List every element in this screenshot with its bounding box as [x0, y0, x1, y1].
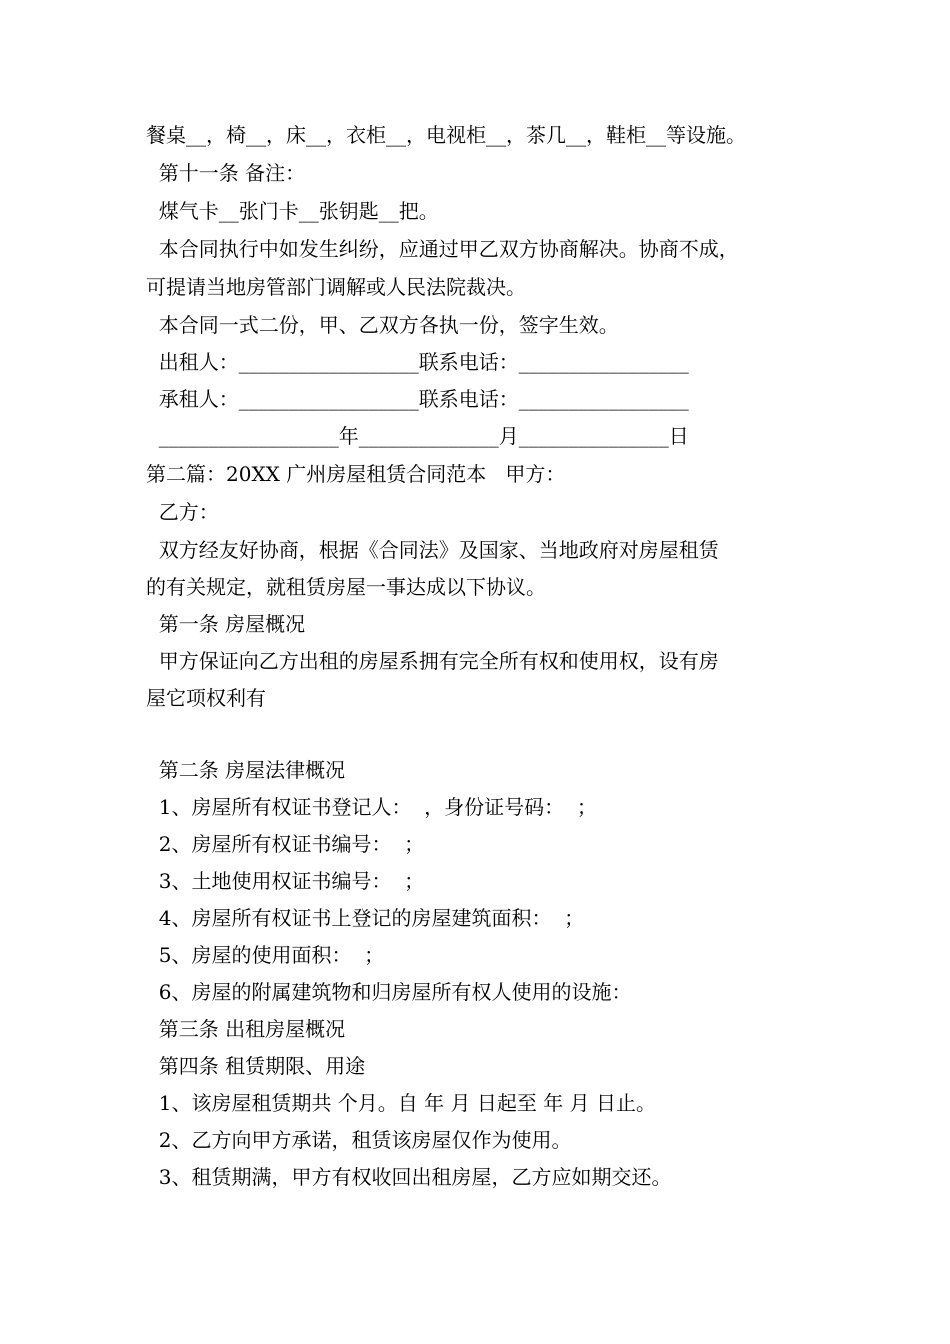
list-item-3: 3、土地使用权证书编号： ；: [146, 869, 425, 893]
heading-article-2: 第二条 房屋法律概况: [146, 758, 346, 782]
list-item-5: 5、房屋的使用面积： ；: [146, 943, 385, 967]
text-line-ownership: 甲方保证向乙方出租的房屋系拥有完全所有权和使用权，设有房: [146, 649, 719, 673]
text-line-lessee-signature: 承租人：__________________联系电话：_________________: [146, 387, 689, 411]
text-line-party-b: 乙方：: [146, 500, 219, 524]
text-line-keys: 煤气卡__张门卡__张钥匙__把。: [146, 199, 439, 223]
list-item-2: 2、房屋所有权证书编号： ；: [146, 832, 425, 856]
list-item-term: 1、该房屋租赁期共 个月。自 年 月 日起至 年 月 日止。: [146, 1091, 656, 1115]
text-line-lessor-signature: 出租人：__________________联系电话：_________________: [146, 350, 689, 374]
text-line-date: __________________年______________月_______________日: [146, 424, 689, 448]
list-item-4: 4、房屋所有权证书上登记的房屋建筑面积： ；: [146, 906, 585, 930]
list-item-return: 3、租赁期满，甲方有权收回出租房屋，乙方应如期交还。: [146, 1165, 672, 1189]
heading-article-1: 第一条 房屋概况: [146, 612, 306, 636]
text-line-article-11: 第十一条 备注：: [146, 161, 306, 185]
heading-article-4: 第四条 租赁期限、用途: [146, 1054, 366, 1078]
list-item-6: 6、房屋的附属建筑物和归房屋所有权人使用的设施：: [146, 980, 632, 1004]
text-line-dispute: 本合同执行中如发生纠纷，应通过甲乙双方协商解决。协商不成，: [146, 237, 739, 261]
text-line-preamble: 双方经友好协商，根据《合同法》及国家、当地政府对房屋租赁: [146, 538, 719, 562]
text-line-dispute-cont: 可提请当地房管部门调解或人民法院裁决。: [146, 275, 526, 299]
text-line-ownership-cont: 屋它项权利有: [146, 686, 266, 710]
list-item-usage: 2、乙方向甲方承诺，租赁该房屋仅作为使用。: [146, 1128, 572, 1152]
list-item-1: 1、房屋所有权证书登记人： ，身份证号码： ；: [146, 795, 597, 819]
text-line-copies: 本合同一式二份，甲、乙双方各执一份，签字生效。: [146, 313, 619, 337]
heading-article-3: 第三条 出租房屋概况: [146, 1017, 346, 1041]
text-line-preamble-cont: 的有关规定，就租赁房屋一事达成以下协议。: [146, 575, 546, 599]
text-line-facilities: 餐桌__，椅__，床__，衣柜__，电视柜__，茶几__，鞋柜__等设施。: [146, 123, 746, 147]
section-title-part-2: 第二篇：20XX 广州房屋租赁合同范本 甲方：: [146, 462, 566, 486]
